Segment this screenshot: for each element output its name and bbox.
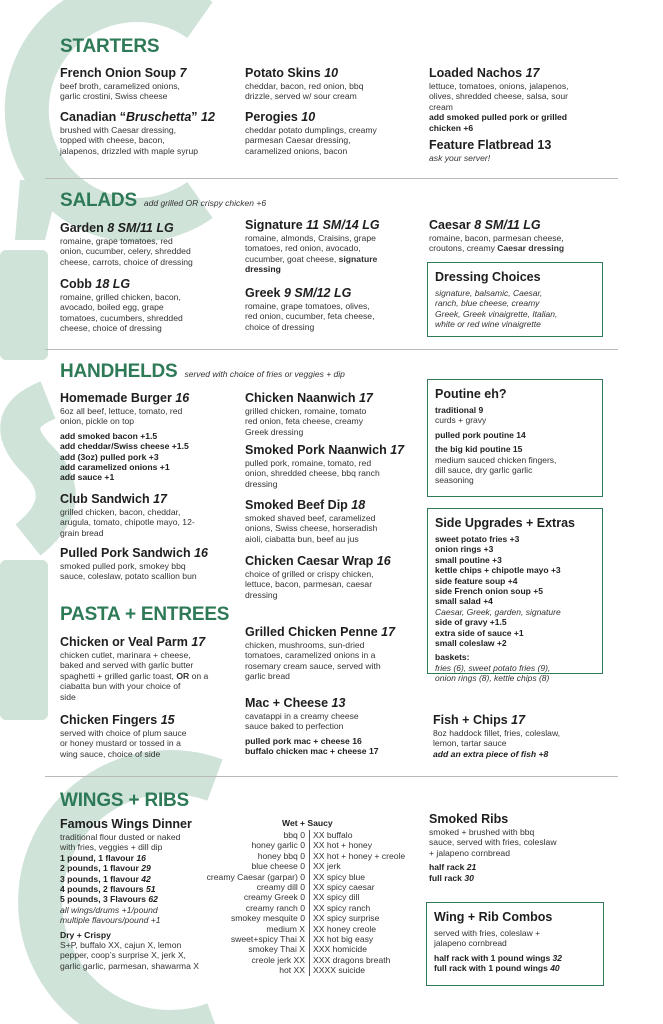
menu-text-line: side (60, 691, 76, 702)
divider-starters (45, 178, 618, 179)
menu-text-line: bbq 0 (283, 830, 305, 840)
menu-text-line: avocado, boiled egg, grape (60, 302, 164, 313)
menu-text-line: cheese, choice of dressing (60, 323, 162, 334)
menu-text-line: Greek, Greek vinaigrette, Italian, (435, 308, 558, 319)
menu-text-line: baskets: (435, 652, 470, 663)
menu-item-title: Club Sandwich 17 (60, 492, 167, 506)
menu-text-line: add smoked pulled pork or grilled (429, 112, 567, 123)
menu-text-line: traditional flour dusted or naked (60, 832, 181, 842)
menu-text-line: tomatoes, red onion, avocado, (245, 243, 361, 254)
menu-text-line: extra side of sauce +1 (435, 627, 524, 638)
menu-item-title: Loaded Nachos 17 (429, 66, 540, 80)
menu-text-line: dill sauce, dry garlic garlic (435, 465, 533, 476)
menu-text-line: XXX dragons breath (313, 954, 391, 965)
menu-text-line: full rack with 1 pound wings 40 (434, 963, 560, 974)
menu-text-line: buffalo chicken mac + cheese 17 (245, 746, 379, 757)
menu-text-line: XX spicy ranch (313, 902, 371, 913)
menu-text-line: sweet+spicy Thai X (230, 934, 305, 945)
divider-salads (45, 349, 618, 350)
menu-text-line: fries (6), sweet potato fries (9), (435, 662, 551, 673)
menu-text-line: side French onion soup +5 (435, 586, 543, 597)
menu-text-line: smoked pulled pork, smokey bbq (60, 561, 186, 571)
section-title-wings-ribs: WINGS + RIBS (60, 790, 190, 811)
sauce-list-divider (309, 830, 310, 976)
menu-item-title: Famous Wings Dinner (60, 817, 192, 831)
menu-text-line: small coleslaw +2 (435, 638, 507, 649)
menu-text-line: cheese, carrots, choice of dressing (60, 256, 193, 267)
decor-block-1 (0, 250, 48, 360)
salads-note: add grilled OR crispy chicken +6 (143, 198, 267, 208)
menu-text-line: drizzle, served w/ sour cream (245, 91, 357, 102)
menu-item-title: Homemade Burger 16 (60, 391, 190, 405)
menu-text-line: hot XX (279, 965, 305, 976)
menu-text-line: S+P, buffalo XX, cajun X, lemon (60, 940, 182, 951)
menu-text-line: Caesar, Greek, garden, signature (435, 606, 561, 617)
menu-text-line: spaghetti + grilled garlic toast, OR on a (60, 670, 209, 681)
menu-text-line: served with fries, coleslaw + (434, 928, 541, 938)
sauce-list-mild (150, 830, 305, 976)
menu-text-line: blue cheese 0 (251, 861, 305, 872)
menu-text-line: half rack 21 (429, 862, 477, 873)
section-title-starters: STARTERS (60, 36, 160, 57)
menu-item-chicken-fingers (60, 713, 245, 759)
menu-text-line: + jalapeno cornbread (429, 847, 510, 858)
menu-text-line: grain bread (60, 527, 104, 538)
menu-item-title: Feature Flatbread 13 (429, 138, 552, 152)
menu-text-line: creamy Greek 0 (243, 892, 305, 903)
menu-text-line: caramelized onions, bacon (245, 145, 348, 156)
menu-text-line: signature, balsamic, Caesar, (435, 288, 543, 298)
menu-text-line: olives, shredded cheese, salsa, sour (429, 91, 569, 102)
poutine-title: Poutine eh? (435, 387, 507, 401)
menu-text-line: romaine, grilled chicken, bacon, (60, 292, 181, 302)
menu-text-line: onion rings (8), kettle chips (8) (435, 673, 550, 684)
menu-item-grilled-chicken-penne (245, 625, 425, 682)
menu-item-club-sandwich (60, 492, 245, 538)
menu-text-line: chicken +6 (429, 122, 474, 133)
menu-text-line: red onion, feta cheese, creamy (245, 416, 363, 427)
menu-item-smoked-pork-naanwich (245, 443, 425, 489)
menu-text-line: 5 pounds, 3 Flavours 62 (60, 894, 158, 905)
menu-text-line: onion rings +3 (435, 544, 494, 555)
menu-text-line: add caramelized onions +1 (60, 462, 170, 473)
menu-text-line: dressing (245, 589, 278, 600)
menu-text-line: XX buffalo (313, 830, 353, 840)
menu-text-line: add cheddar/Swiss cheese +1.5 (60, 441, 189, 452)
menu-text-line: half rack with 1 pound wings 32 (434, 952, 563, 963)
menu-item-title: Caesar 8 SM/11 LG (429, 218, 541, 232)
menu-text-line: cream (429, 101, 453, 112)
menu-text-line: XX honey creole (313, 923, 377, 934)
menu-item-title: Signature 11 SM/14 LG (245, 218, 380, 232)
menu-text-line: creamy dill 0 (256, 882, 305, 893)
menu-item-title: Pulled Pork Sandwich 16 (60, 546, 208, 560)
menu-item-title: Perogies 10 (245, 110, 316, 124)
menu-item-smoked-beef-dip (245, 498, 425, 544)
menu-item-title: Fish + Chips 17 (433, 713, 526, 727)
menu-text-line: with fries, veggies + dill dip (60, 842, 163, 853)
menu-text-line: red onion, cucumber, feta cheese, (245, 311, 375, 322)
menu-text-line: medium sauced chicken fingers, (435, 454, 557, 465)
menu-item-title: Smoked Pork Naanwich 17 (245, 443, 405, 457)
menu-text-line: medium X (266, 923, 305, 934)
side-upgrades-box (427, 508, 603, 684)
menu-text-line: XX jerk (313, 861, 341, 872)
menu-text-line: small salad +4 (435, 596, 493, 607)
menu-text-line: chicken cutlet, marinara + cheese, (60, 650, 191, 660)
menu-text-line: smoked + brushed with bbq (429, 827, 535, 837)
menu-text-line: lemon, tartar sauce (433, 738, 507, 749)
divider-pasta (45, 776, 618, 777)
handhelds-note: served with choice of fries or veggies + dip (184, 369, 345, 379)
menu-item-loaded-nachos (429, 66, 619, 133)
menu-item-title: Smoked Ribs (429, 812, 509, 826)
menu-item-caesar-salad (429, 218, 619, 254)
menu-text-line: beef broth, caramelized onions, (60, 81, 180, 91)
menu-text-line: XX spicy caesar (313, 882, 375, 893)
menu-item-title: French Onion Soup 7 (60, 66, 187, 80)
menu-text-line: smoked shaved beef, caramelized (245, 513, 376, 523)
menu-text-line: all wings/drums +1/pound (60, 904, 158, 915)
menu-item-signature-salad (245, 218, 425, 275)
menu-text-line: wing sauce, choice of side (60, 748, 161, 759)
menu-text-line: rosemary cream sauce, served with (245, 660, 381, 671)
menu-text-line: grilled chicken, bacon, cheddar, (60, 507, 181, 517)
menu-text-line: choice of dressing (245, 321, 315, 332)
menu-item-cobb-salad (60, 277, 245, 334)
menu-item-mac-cheese (245, 696, 425, 757)
menu-text-line: served with choice of plum sauce (60, 728, 187, 738)
menu-text-line: dressing (245, 478, 278, 489)
menu-text-line: arugula, tomato, chipotle mayo, 12- (60, 517, 195, 528)
menu-text-line: pulled pork poutine 14 (435, 429, 526, 440)
menu-item-title: Chicken or Veal Parm 17 (60, 635, 206, 649)
menu-item-title: Mac + Cheese 13 (245, 696, 346, 710)
menu-text-line: traditional 9 (435, 405, 484, 415)
menu-text-line: creamy ranch 0 (245, 902, 305, 913)
dressing-choices-box (427, 262, 603, 337)
menu-item-title: Chicken Fingers 15 (60, 713, 175, 727)
menu-text-line: dressing (245, 264, 281, 275)
menu-item-pulled-pork-sandwich (60, 546, 245, 582)
menu-text-line: side of gravy +1.5 (435, 617, 507, 628)
menu-text-line: add (3oz) pulled pork +3 (60, 451, 159, 462)
menu-text-line: cucumber, goat cheese, signature (245, 253, 378, 264)
menu-text-line: lettuce, tomatoes, onions, jalapenos, (429, 81, 569, 91)
menu-text-line: onion, cucumber, celery, shredded (60, 246, 191, 257)
menu-text-line: 3 pounds, 1 flavour 42 (60, 873, 151, 884)
menu-text-line: XXXX suicide (313, 965, 366, 976)
menu-text-line: pulled pork, romaine, tomato, red (245, 458, 372, 468)
menu-text-line: XX spicy blue (313, 871, 366, 882)
menu-text-line: XX hot + honey (313, 840, 373, 851)
wing-rib-combos-box (426, 902, 604, 986)
menu-text-line: the big kid poutine 15 (435, 444, 523, 455)
menu-text-line: honey garlic 0 (251, 840, 305, 851)
menu-text-line: full rack 30 (429, 872, 474, 883)
menu-text-line: cavatappi in a creamy cheese (245, 711, 359, 721)
menu-item-smoked-ribs (429, 812, 619, 883)
menu-text-line: XX hot big easy (313, 934, 374, 945)
dressing-choices-title: Dressing Choices (435, 270, 541, 284)
menu-text-line: seasoning (435, 475, 474, 486)
side-upgrades-title: Side Upgrades + Extras (435, 516, 575, 530)
menu-text-line: add smoked bacon +1.5 (60, 430, 158, 441)
menu-text-line: Greek dressing (245, 426, 304, 437)
menu-text-line: 2 pounds, 1 flavour 29 (60, 863, 151, 874)
menu-text-line: pepper, coop’s surprise X, jerk X, (60, 950, 186, 961)
menu-item-potato-skins (245, 66, 425, 102)
menu-item-greek-salad (245, 286, 425, 332)
menu-text-line: cheddar potato dumplings, creamy (245, 125, 377, 135)
menu-item-fish-chips (433, 713, 618, 759)
menu-text-line: romaine, bacon, parmesan cheese, (429, 233, 564, 243)
menu-text-line: creamy Caesar (garpar) 0 (206, 871, 305, 882)
menu-text-line: onion, pickle on top (60, 416, 135, 427)
menu-item-french-onion-soup (60, 66, 240, 102)
menu-text-line: ask your server! (429, 153, 491, 163)
menu-item-chicken-veal-parm (60, 635, 245, 702)
menu-text-line: romaine, grape tomatoes, olives, (245, 301, 370, 311)
menu-text-line: pulled pork mac + cheese 16 (245, 735, 362, 746)
menu-item-chicken-caesar-wrap (245, 554, 425, 600)
menu-text-line: Dry + Crispy (60, 929, 111, 940)
wet-saucy-title: Wet + Saucy (282, 818, 333, 828)
menu-text-line: XX spicy surprise (313, 913, 380, 924)
menu-text-line: jalapenos, drizzled with maple syrup (60, 145, 199, 156)
menu-text-line: garlic bread (245, 671, 290, 682)
menu-text-line: aioli, ciabatta bun, beef au jus (245, 533, 359, 544)
menu-item-title: Greek 9 SM/12 LG (245, 286, 352, 300)
menu-item-feature-flatbread (429, 138, 619, 163)
menu-item-homemade-burger (60, 391, 245, 483)
menu-text-line: onions, Swiss cheese, horseradish (245, 523, 378, 534)
menu-text-line: sauce baked to perfection (245, 721, 344, 732)
menu-item-title: Grilled Chicken Penne 17 (245, 625, 396, 639)
menu-item-title: Smoked Beef Dip 18 (245, 498, 366, 512)
decor-block-2 (0, 560, 48, 720)
menu-text-line: chicken, mushrooms, sun-dried (245, 640, 365, 650)
menu-text-line: garlic garlic, parmesan, shawarma X (60, 960, 199, 971)
menu-text-line: ranch, blue cheese, creamy (435, 298, 540, 309)
menu-text-line: brushed with Caesar dressing, (60, 125, 177, 135)
poutine-box (427, 379, 603, 497)
menu-text-line: or honey mustard or tossed in a (60, 738, 181, 749)
menu-text-line: smokey Thai X (248, 944, 305, 955)
wing-rib-combos-title: Wing + Rib Combos (434, 910, 553, 924)
menu-text-line: onion, shredded cheese, bbq ranch (245, 468, 380, 479)
menu-item-chicken-naanwich (245, 391, 425, 437)
menu-text-line: croutons, creamy Caesar dressing (429, 243, 565, 254)
section-title-pasta-entrees: PASTA + ENTREES (60, 604, 230, 625)
menu-item-garden-salad (60, 221, 245, 267)
sauce-list-hot (313, 830, 428, 976)
menu-text-line: 4 pounds, 2 flavours 51 (60, 884, 156, 895)
menu-text-line: lettuce, bacon, parmesan, caesar (245, 579, 373, 590)
section-title-salads: SALADS add grilled OR crispy chicken +6 (60, 190, 267, 211)
menu-text-line: curds + gravy (435, 415, 487, 426)
menu-text-line: choice of grilled or crispy chicken, (245, 569, 374, 579)
menu-text-line: tomatoes, caramelized onions in a (245, 650, 376, 661)
section-title-handhelds: HANDHELDS served with choice of fries or veggies + dip (60, 361, 345, 382)
menu-text-line: baked and served with garlic butter (60, 660, 194, 671)
menu-item-perogies (245, 110, 425, 156)
menu-text-line: XX hot + honey + creole (313, 850, 406, 861)
menu-text-line: jalapeno cornbread (434, 938, 507, 949)
menu-item-canadian-bruschetta (60, 110, 245, 156)
menu-text-line: sauce, coleslaw, potato scallion bun (60, 571, 197, 582)
menu-text-line: kettle chips + chipotle mayo +3 (435, 565, 561, 576)
menu-item-title: Cobb 18 LG (60, 277, 131, 291)
menu-text-line: ciabatta bun with your choice of (60, 681, 181, 692)
decor-s (20, 400, 56, 540)
menu-text-line: grilled chicken, romaine, tomato (245, 406, 367, 416)
menu-text-line: 8oz haddock fillet, fries, coleslaw, (433, 728, 561, 738)
menu-text-line: white or red wine vinaigrette (435, 319, 541, 330)
menu-item-title: Chicken Naanwich 17 (245, 391, 373, 405)
menu-text-line: garlic crostini, Swiss cheese (60, 91, 168, 102)
menu-item-title: Chicken Caesar Wrap 16 (245, 554, 391, 568)
menu-text-line: side feature soup +4 (435, 575, 518, 586)
menu-text-line: honey bbq 0 (257, 850, 305, 861)
menu-text-line: cheddar, bacon, red onion, bbq (245, 81, 364, 91)
menu-text-line: topped with cheese, bacon, (60, 135, 165, 146)
menu-text-line: small poutine +3 (435, 554, 502, 565)
menu-item-title: Garden 8 SM/11 LG (60, 221, 174, 235)
menu-text-line: add an extra piece of fish +8 (433, 748, 549, 759)
menu-text-line: romaine, almonds, Craisins, grape (245, 233, 376, 243)
menu-text-line: multiple flavours/pound +1 (60, 915, 161, 926)
menu-text-line: sauce, served with fries, coleslaw (429, 837, 557, 848)
menu-text-line: smokey mesquite 0 (230, 913, 305, 924)
menu-text-line: creole jerk XX (251, 954, 305, 965)
menu-text-line: sweet potato fries +3 (435, 534, 520, 544)
menu-text-line: 6oz all beef, lettuce, tomato, red (60, 406, 183, 416)
menu-text-line: 1 pound, 1 flavour 16 (60, 852, 146, 863)
menu-item-title: Canadian “Bruschetta” 12 (60, 110, 215, 124)
menu-text-line: XX spicy dill (313, 892, 360, 903)
menu-text-line: tomatoes, cucumbers, shredded (60, 312, 183, 323)
menu-text-line: XXX homicide (313, 944, 367, 955)
menu-text-line: parmesan Caesar dressing, (245, 135, 351, 146)
menu-item-title: Potato Skins 10 (245, 66, 339, 80)
menu-text-line: romaine, grape tomatoes, red (60, 236, 173, 246)
menu-text-line: add sauce +1 (60, 472, 115, 483)
